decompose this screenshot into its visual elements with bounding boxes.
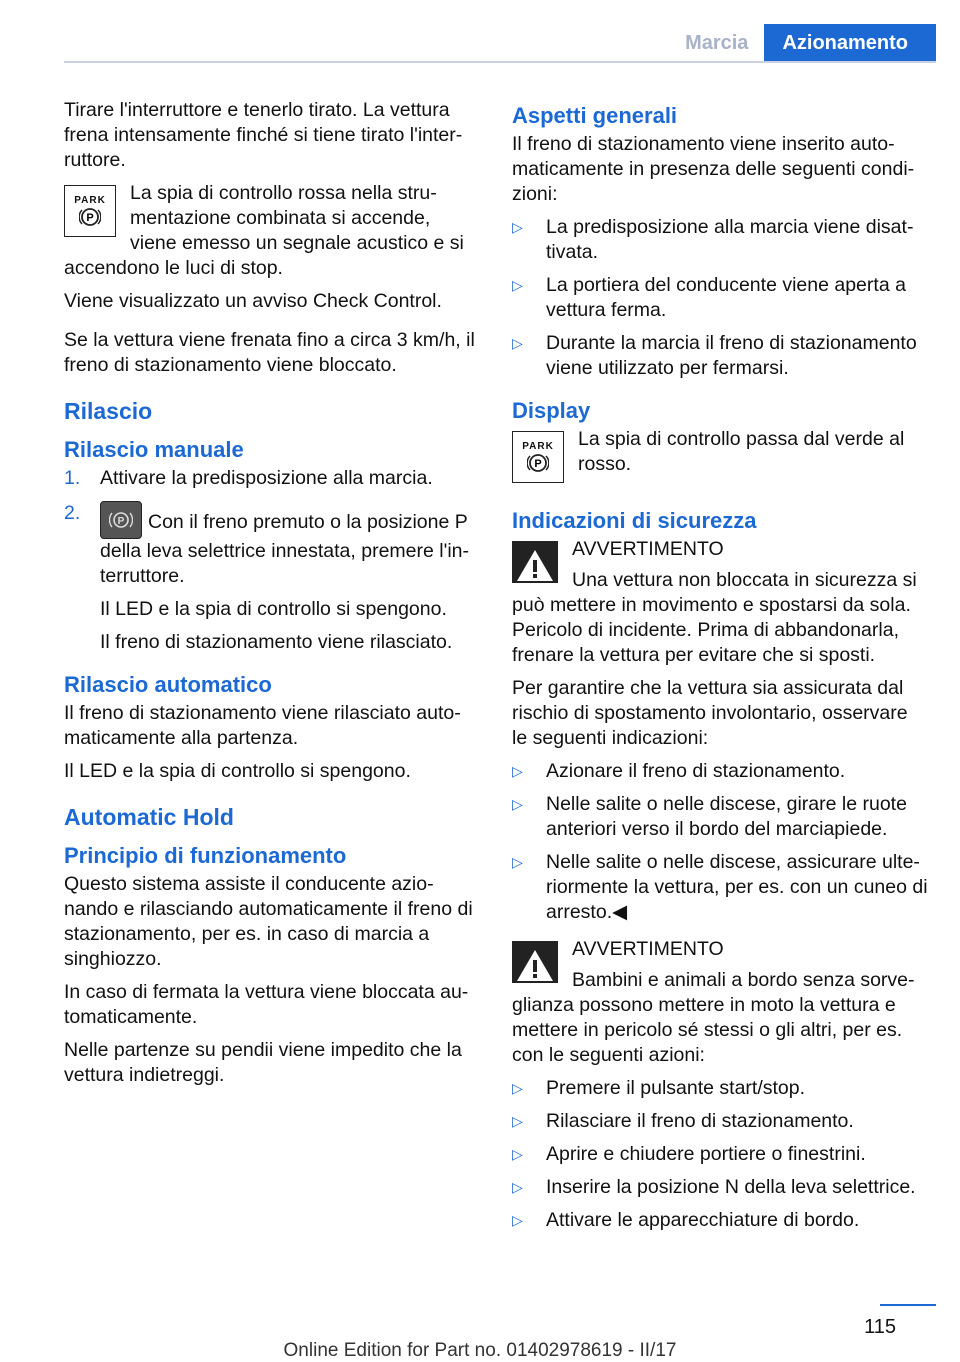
page-number: 115 [864,1316,896,1338]
header-divider [64,61,936,63]
warning-block [512,937,928,1068]
actions-list [512,1076,928,1233]
right-column [512,98,928,1241]
footer-divider [880,1304,936,1306]
list-item: ▷ Inserire la posizione N della leva selettrice. [512,1176,916,1198]
list-item: ▷ Nelle salite o nelle discese, girare le ruote anteriori verso il bordo del marciapiede. [512,793,907,840]
paragraph: Viene visualizzato un avviso Check Control. [64,290,442,312]
heading-sicurezza: Indicazioni di sicurezza [512,508,757,533]
paragraph: Il freno di stazionamento viene inserito auto‐maticamente in presenza delle seguenti condi‐zioni: [512,133,915,205]
warning-title: AVVERTIMENTO [572,538,724,560]
bullet-icon: ▷ [512,1080,523,1096]
list-item: ▷ La predisposizione alla marcia viene disat‐tivata. [512,216,914,263]
warning-title: AVVERTIMENTO [572,938,724,960]
conditions-list [512,215,928,381]
paragraph: Se la vettura viene frenata fino a circa 3 km/h, il freno di stazionamento viene bloccato. [64,329,475,376]
paragraph: Tirare l'interruttore e tenerlo tirato. La vettura frena intensamente finché si tiene tirato l'inter‐ruttore. [64,99,463,171]
paragraph: Per garantire che la vettura sia assicurata dal rischio di spostamento involontario, osservare le seguenti indicazioni: [512,677,908,749]
park-warning-block [64,181,480,281]
warning-text: Bambini e animali a bordo senza sorve‐glianza possono mettere in moto la vettura e mettere in pericolo sé stessi o gli altri, per es. con le seguenti azioni: [512,969,915,1066]
bullet-icon: ▷ [512,763,523,779]
svg-text:P: P [534,457,542,470]
heading-rilascio: Rilascio [64,398,153,424]
header-tabs [669,24,936,62]
bullet-icon: ▷ [512,1146,523,1162]
svg-text:P: P [117,516,125,527]
list-item: 1. Attivare la predisposizione alla marcia. [64,467,433,489]
bullet-icon: ▷ [512,1212,523,1228]
warning-text: Una vettura non bloccata in sicurezza si può mettere in movimento e spostarsi da sola. Pericolo di incidente. Prima di abbandonarla, frenare la vettura per evitare che si sposti. [512,569,917,666]
bullet-icon: ▷ [512,854,523,870]
paragraph: Il LED e la spia di controllo si spengono. [64,760,411,782]
list-item: ▷ La portiera del conducente viene aperta a vettura ferma. [512,274,906,321]
list-item: 2. P Con il freno premuto o la posizione P della leva selettrice innestata, premere l'in‐terruttore. Il LED e la spia di controllo si spengono. Il freno di stazionamento viene rilasciato. [64,502,469,653]
bullet-icon: ▷ [512,1179,523,1195]
steps-list [64,466,480,655]
list-item: ▷ Rilasciare il freno di stazionamento. [512,1110,854,1132]
bullet-icon: ▷ [512,1113,523,1129]
svg-text:P: P [86,211,94,224]
list-item: ▷ Aprire e chiudere portiere o finestrini. [512,1143,866,1165]
paragraph: In caso di fermata la vettura viene bloccata au‐tomaticamente. [64,981,469,1028]
list-item: ▷ Azionare il freno di stazionamento. [512,760,846,782]
footer-edition-text: Online Edition for Part no. 01402978619 - II/17 [283,1340,677,1361]
heading-aspetti-generali: Aspetti generali [512,103,678,128]
display-block [512,427,928,477]
park-brake-icon: PARK P [64,185,116,237]
heading-automatic-hold: Automatic Hold [64,804,234,830]
bullet-icon: ▷ [512,219,523,235]
heading-principio: Principio di funzionamento [64,843,347,868]
list-item: ▷ Durante la marcia il freno di stazionamento viene utilizzato per fermarsi. [512,332,917,379]
warning-icon [512,941,558,983]
parking-brake-button-icon [100,501,142,539]
tab-marcia[interactable]: Marcia [685,31,749,54]
tab-azionamento[interactable]: Azionamento [764,24,936,62]
paragraph: La spia di controllo passa dal verde al rosso. [578,428,905,475]
safety-list [512,759,928,925]
heading-rilascio-automatico: Rilascio automatico [64,672,272,697]
bullet-icon: ▷ [512,796,523,812]
bullet-icon: ▷ [512,277,523,293]
list-item: ▷ Attivare le apparecchiature di bordo. [512,1209,860,1231]
paragraph: Nelle partenze su pendii viene impedito che la vettura indietreggi. [64,1039,462,1086]
paragraph: La spia di controllo rossa nella stru‐mentazione combinata si accende, viene emesso un segnale acustico e si accendono le luci di stop. [64,182,464,279]
list-item: ▷ Nelle salite o nelle discese, assicurare ulte‐riormente la vettura, per es. con un cuneo di arresto.◀ [512,851,928,923]
paragraph: Questo sistema assiste il conducente azio‐nando e rilasciando automaticamente il freno di stazionamento, per es. in caso di marcia a singhiozzo. [64,873,473,970]
warning-block [512,537,928,668]
warning-icon [512,541,558,583]
left-column [64,98,480,1096]
paragraph: Il freno di stazionamento viene rilasciato auto‐maticamente alla partenza. [64,702,461,749]
heading-display: Display [512,398,591,423]
park-brake-icon: PARK P [512,431,564,483]
list-item: ▷ Premere il pulsante start/stop. [512,1077,806,1099]
heading-rilascio-manuale: Rilascio manuale [64,437,244,462]
bullet-icon: ▷ [512,335,523,351]
